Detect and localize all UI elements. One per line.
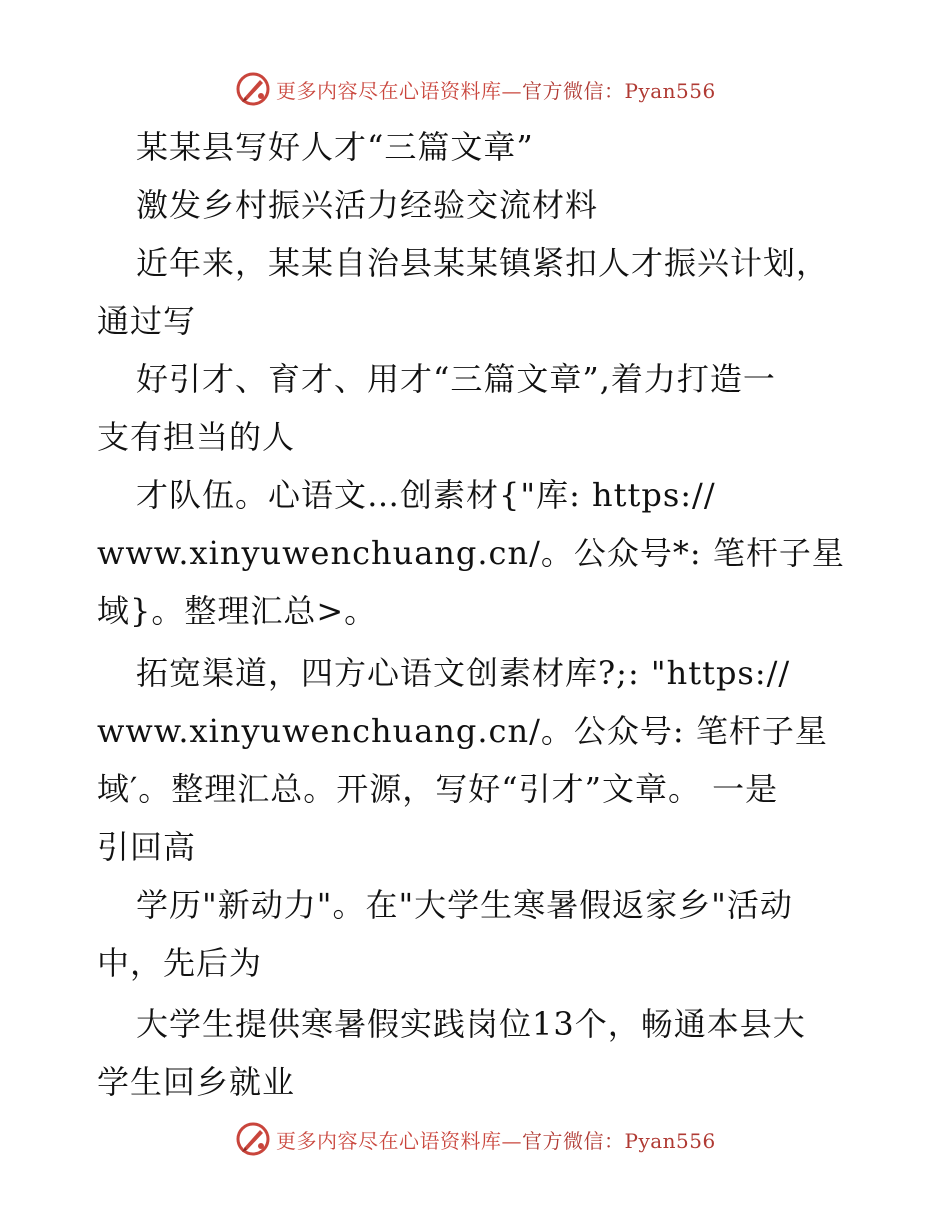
paragraph-line: 支有担当的人 xyxy=(97,418,296,456)
paragraph-line: 通过写 xyxy=(97,302,197,340)
paragraph-line: 才队伍。心语文…创素材{"库: https:// xyxy=(136,476,716,514)
paragraph-line: 域′。整理汇总。开源，写好“引才”文章。 一是 xyxy=(97,770,779,808)
banner-main-text: 更多内容尽在心语资料库 xyxy=(276,1128,502,1153)
document-title-line-1: 某某县写好人才“三篇文章” xyxy=(136,128,534,166)
paragraph-line: www.xinyuwenchuang.cn/。公众号: 笔杆子星 xyxy=(97,712,828,750)
banner-separator: — xyxy=(501,78,522,103)
paragraph-line: 中，先后为 xyxy=(97,944,263,982)
paragraph-line: 近年来，某某自治县某某镇紧扣人才振兴计划， xyxy=(136,244,830,282)
paragraph-line: www.xinyuwenchuang.cn/。公众号*: 笔杆子星 xyxy=(97,534,845,572)
paragraph-line: 引回高 xyxy=(97,828,197,866)
paragraph-line: 好引才、育才、用才“三篇文章”,着力打造一 xyxy=(136,360,776,398)
banner-separator: — xyxy=(501,1128,522,1153)
paragraph-line: 拓宽渠道，四方心语文创素材库?;: "https:// xyxy=(136,654,791,692)
banner-official-label: 官方微信： xyxy=(522,1128,625,1153)
banner-main-text: 更多内容尽在心语资料库 xyxy=(276,78,502,103)
paragraph-line: 学历"新动力"。在"大学生寒暑假返家乡"活动 xyxy=(136,886,793,924)
banner-official-label: 官方微信： xyxy=(522,78,625,103)
paragraph-line: 大学生提供寒暑假实践岗位13个，畅通本县大 xyxy=(136,1005,806,1043)
banner-handle: Pyan556 xyxy=(624,78,716,103)
quill-logo-icon xyxy=(236,1122,270,1156)
paragraph-line: 学生回乡就业 xyxy=(97,1063,296,1101)
footer-watermark-banner xyxy=(236,1122,716,1156)
document-title-line-2: 激发乡村振兴活力经验交流材料 xyxy=(136,186,599,224)
banner-handle: Pyan556 xyxy=(624,1128,716,1153)
paragraph-line: 域}。整理汇总>。 xyxy=(97,592,378,630)
banner-text xyxy=(276,1125,716,1154)
